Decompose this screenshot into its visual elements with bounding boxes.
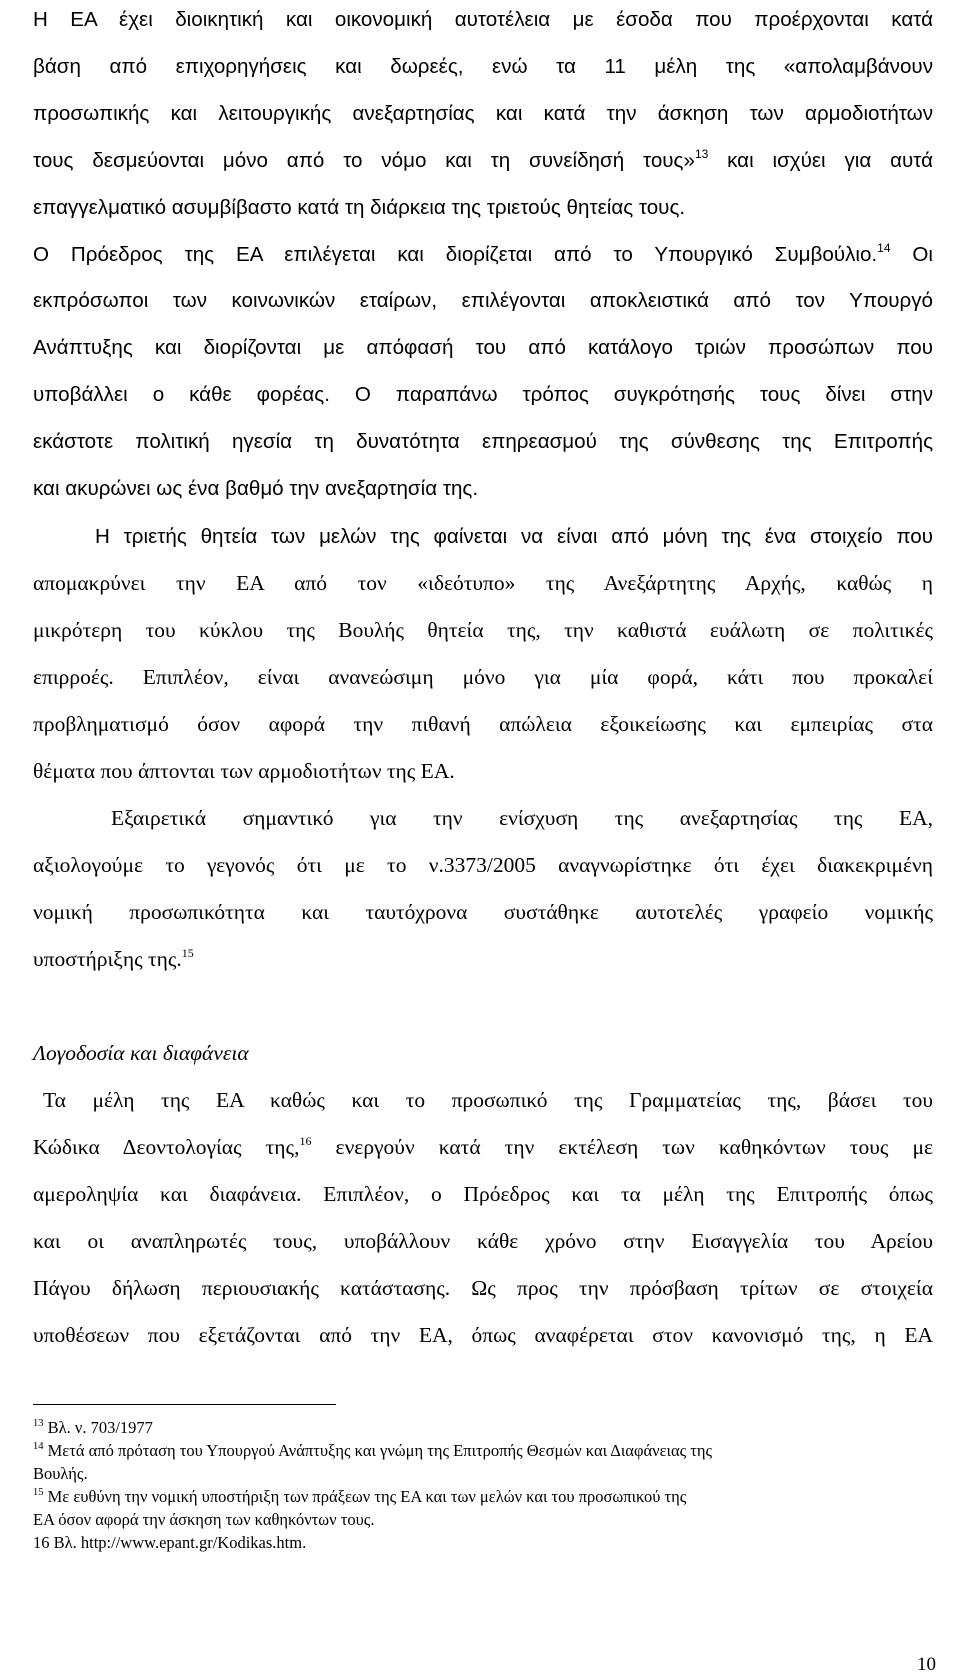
footnote: $^{14}$ Μετά από πρόταση του Υπουργού Ανάπτυξης και γνώμη της Επιτροπής Θεσμών και Διαφάνειας της	[33, 1441, 713, 1460]
footnote: $^{15}$ Με ευθύνη την νομική υποστήριξη των πράξεων της ΕΑ και των μελών και του προσωπικού της	[33, 1487, 687, 1506]
text-line: επαγγελματικό ασυμβίβαστο κατά τη διάρκεια της τριετούς θητείας τους.	[33, 196, 686, 219]
text-line: Κώδικα Δεοντολογίας της,$^{16}$ ενεργούν κατά την εκτέλεση των καθηκόντων τους με	[33, 1134, 933, 1159]
text-line: Εξαιρετικά σημαντικό για την ενίσχυση της ανεξαρτησίας της ΕΑ,	[111, 806, 933, 830]
text-line: νομική προσωπικότητα και ταυτόχρονα συστάθηκε αυτοτελές γραφείο νομικής	[33, 900, 933, 924]
footnote-link[interactable]: 16 Βλ. http://www.epant.gr/Kodikas.htm.	[33, 1533, 307, 1552]
text-line: απομακρύνει την ΕΑ από τον «ιδεότυπο» της Ανεξάρτητης Αρχής, καθώς η	[33, 571, 933, 595]
text-line: Η ΕΑ έχει διοικητική και οικονομική αυτοτέλεια με έσοδα που προέρχονται κατά	[33, 8, 933, 31]
footnote-continuation: ΕΑ όσον αφορά την άσκηση των καθηκόντων τους.	[33, 1510, 375, 1529]
text-line: τους δεσμεύονται μόνο από το νόμο και τη συνείδησή τους»$^{13}$ και ισχύει για αυτά	[33, 147, 933, 172]
text-line: αξιολογούμε το γεγονός ότι με το ν.3373/2005 αναγνωρίστηκε ότι έχει διακεκριμένη	[33, 853, 933, 877]
footnote-separator	[33, 1404, 336, 1405]
footnote-ref[interactable]: 15	[181, 946, 194, 960]
text-line: προσωπικής και λειτουργικής ανεξαρτησίας και κατά την άσκηση των αρμοδιοτήτων	[33, 102, 933, 125]
text-line: θέματα που άπτονται των αρμοδιοτήτων της ΕΑ.	[33, 759, 455, 783]
text-line: και ακυρώνει ως ένα βαθμό την ανεξαρτησία της.	[33, 477, 479, 500]
text-line: επιρροές. Επιπλέον, είναι ανανεώσιμη μόνο για μία φορά, κάτι που προκαλεί	[33, 665, 933, 689]
section-heading: Λογοδοσία και διαφάνεια	[33, 1041, 249, 1065]
text-line: και οι αναπληρωτές τους, υποβάλλουν κάθε χρόνο στην Εισαγγελία του Αρείου	[33, 1229, 933, 1253]
text-line: υποβάλλει ο κάθε φορέας. Ο παραπάνω τρόπος συγκρότησής τους δίνει στην	[33, 383, 933, 406]
footnote: $^{13}$ Βλ. ν. 703/1977	[33, 1418, 153, 1437]
text-line: Πάγου δήλωση περιουσιακής κατάστασης. Ως προς την πρόσβαση τρίτων σε στοιχεία	[33, 1276, 933, 1300]
text-line: Ο Πρόεδρος της ΕΑ επιλέγεται και διορίζεται από το Υπουργικό Συμβούλιο.$^{14}$ Οι	[33, 241, 933, 266]
footnote-continuation: Βουλής.	[33, 1464, 88, 1483]
text-line: υποστήριξης της.$^{15}$	[33, 946, 194, 971]
text-line: Τα μέλη της ΕΑ καθώς και το προσωπικό της Γραμματείας της, βάσει του	[43, 1088, 933, 1112]
text-line: Η τριετής θητεία των μελών της φαίνεται να είναι από μόνη της ένα στοιχείο που	[95, 525, 933, 548]
text-line: βάση από επιχορηγήσεις και δωρεές, ενώ τα 11 μέλη της «απολαμβάνουν	[33, 55, 933, 78]
text-line: εκάστοτε πολιτική ηγεσία τη δυνατότητα επηρεασμού της σύνθεσης της Επιτροπής	[33, 430, 933, 453]
page-number: 10	[917, 1654, 936, 1675]
text-line: εκπρόσωποι των κοινωνικών εταίρων, επιλέγονται αποκλειστικά από τον Υπουργό	[33, 289, 933, 312]
text-line: υποθέσεων που εξετάζονται από την ΕΑ, όπως αναφέρεται στον κανονισμό της, η ΕΑ	[33, 1323, 933, 1347]
text-line: Ανάπτυξης και διορίζονται με απόφασή του από κατάλογο τριών προσώπων που	[33, 336, 933, 359]
text-line: προβληματισμό όσον αφορά την πιθανή απώλεια εξοικείωσης και εμπειρίας στα	[33, 712, 933, 736]
text-line: μικρότερη του κύκλου της Βουλής θητεία της, την καθιστά ευάλωτη σε πολιτικές	[33, 618, 933, 642]
footnote-ref[interactable]: 16	[299, 1134, 312, 1148]
footnote-ref[interactable]: 13	[694, 147, 709, 161]
text-line: αμεροληψία και διαφάνεια. Επιπλέον, ο Πρόεδρος και τα μέλη της Επιτροπής όπως	[33, 1182, 933, 1206]
footnote-ref[interactable]: 14	[877, 241, 891, 255]
